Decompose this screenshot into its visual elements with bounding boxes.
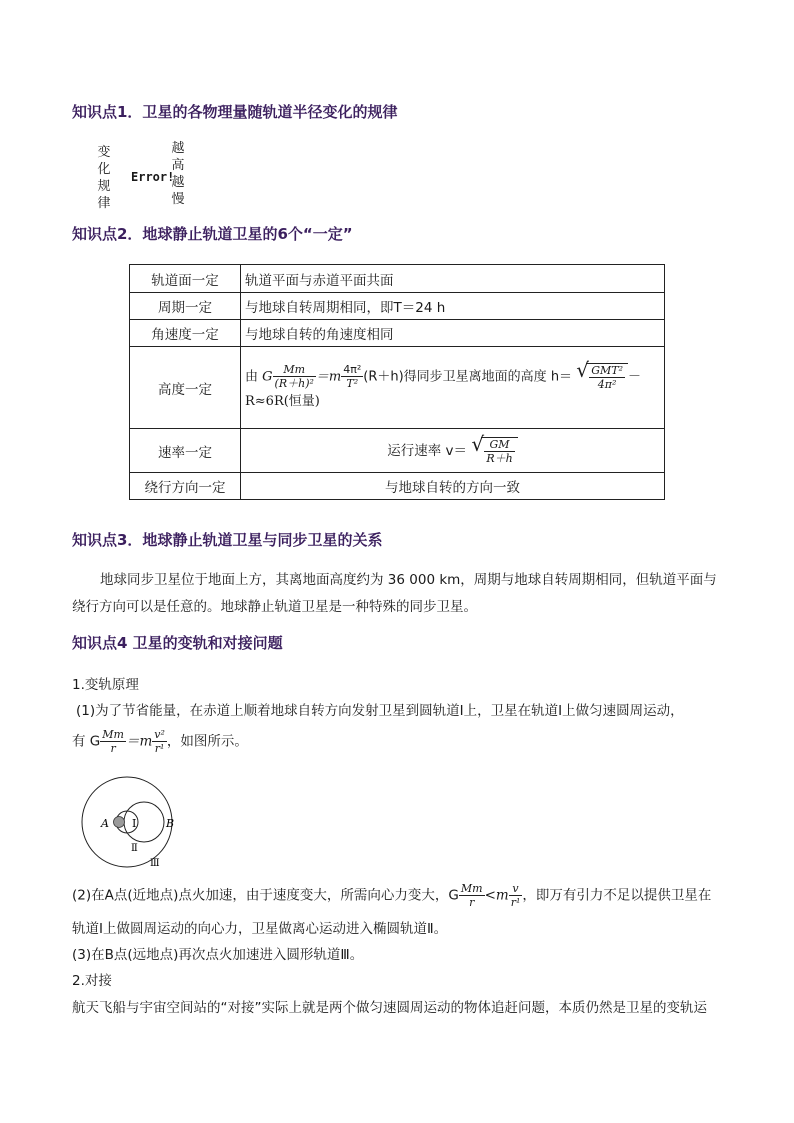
paragraph: (1)为了节省能量，在赤道上顺着地球自转方向发射卫星到圆轨道Ⅰ上，卫星在轨道Ⅰ上做匀速圆周运动， <box>76 703 684 719</box>
section-3-para-line-2: 绕行方向可以是任意的。地球静止轨道卫星是一种特殊的同步卫星。 <box>72 599 477 615</box>
table-value-speed: 运行速率 v＝ √ $\frac{GM}{R+h}$ <box>241 429 665 473</box>
table-key: 绕行方向一定 <box>130 473 241 500</box>
table-key: 速率一定 <box>130 429 241 473</box>
section-4-title: 知识点4 卫星的变轨和对接问题 <box>72 634 283 652</box>
table-row <box>130 473 665 500</box>
vertical-text-left: 变 化 规 律 <box>97 145 111 211</box>
label-a: A <box>101 817 109 830</box>
table-value: 轨道平面与赤道平面共面 <box>241 265 665 293</box>
vertical-text-right: 越 高 越 慢 <box>171 141 185 207</box>
subheading-orbit-change: 1.变轨原理 <box>72 677 139 693</box>
label-b: B <box>166 817 175 830</box>
table-key: 高度一定 <box>130 347 241 429</box>
table-key: 角速度一定 <box>130 320 241 347</box>
formula-line: 有 G $\frac{Mm}{r}$ ＝m $\frac{\text{v²}}{\text{r¹}}$ ，如图所示。 <box>72 728 248 755</box>
table-value: 与地球自转的方向一致 <box>241 473 665 500</box>
subheading-docking: 2.对接 <box>72 973 112 989</box>
section-2-title: 知识点2．地球静止轨道卫星的6个“一定” <box>72 225 353 243</box>
table-value: 与地球自转周期相同，即T＝24 h <box>241 293 665 320</box>
orbit-diagram <box>68 770 188 870</box>
table-row <box>130 265 665 293</box>
earth-icon <box>114 817 125 828</box>
table-row <box>130 293 665 320</box>
label-ii: Ⅱ <box>131 843 138 854</box>
section-3-para-line-1: 地球同步卫星位于地面上方，其离地面高度约为 36 000 km，周期与地球自转周期相同，但轨道平面与 <box>100 572 717 588</box>
table-value: 与地球自转的角速度相同 <box>241 320 665 347</box>
table-row <box>130 320 665 347</box>
table-row <box>130 429 665 473</box>
satellite-table <box>129 264 665 500</box>
orbit-ii-ellipse <box>124 802 164 842</box>
table-value-height: 由 G $\frac{Mm}{\text{(R＋h)²}}$ ＝m $\frac{\text{4π²}}{\text{T²}}$ (R＋h)得同步卫星离地面的高度 h＝ √ $\frac{\text{GMT²}}{\text{4π²}}$ － R≈6R(恒量) <box>241 347 665 429</box>
section-3-title: 知识点3．地球静止轨道卫星与同步卫星的关系 <box>72 531 383 549</box>
error-text: Error! <box>131 170 175 184</box>
paragraph: 航天飞船与宇宙空间站的“对接”实际上就是两个做匀速圆周运动的物体追赶问题，本质仍然是卫星的变轨运 <box>72 1000 707 1016</box>
paragraph: (3)在B点(远地点)再次点火加速进入圆形轨道Ⅲ。 <box>72 947 364 963</box>
table-row <box>130 347 665 429</box>
paragraph-step-2: (2)在A点(近地点)点火加速，由于速度变大，所需向心力变大，G $\frac{Mm}{r}$ <m $\frac{v}{\text{r¹}}$ ，即万有引力不足以提供卫星在 <box>72 882 712 909</box>
section-1-title: 知识点1．卫星的各物理量随轨道半径变化的规律 <box>72 103 398 121</box>
table-key: 轨道面一定 <box>130 265 241 293</box>
label-i: Ⅰ <box>132 817 137 830</box>
table-key: 周期一定 <box>130 293 241 320</box>
paragraph: 轨道Ⅰ上做圆周运动的向心力，卫星做离心运动进入椭圆轨道Ⅱ。 <box>72 921 448 937</box>
orbit-iii-circle <box>82 777 175 867</box>
label-iii: Ⅲ <box>150 858 160 869</box>
